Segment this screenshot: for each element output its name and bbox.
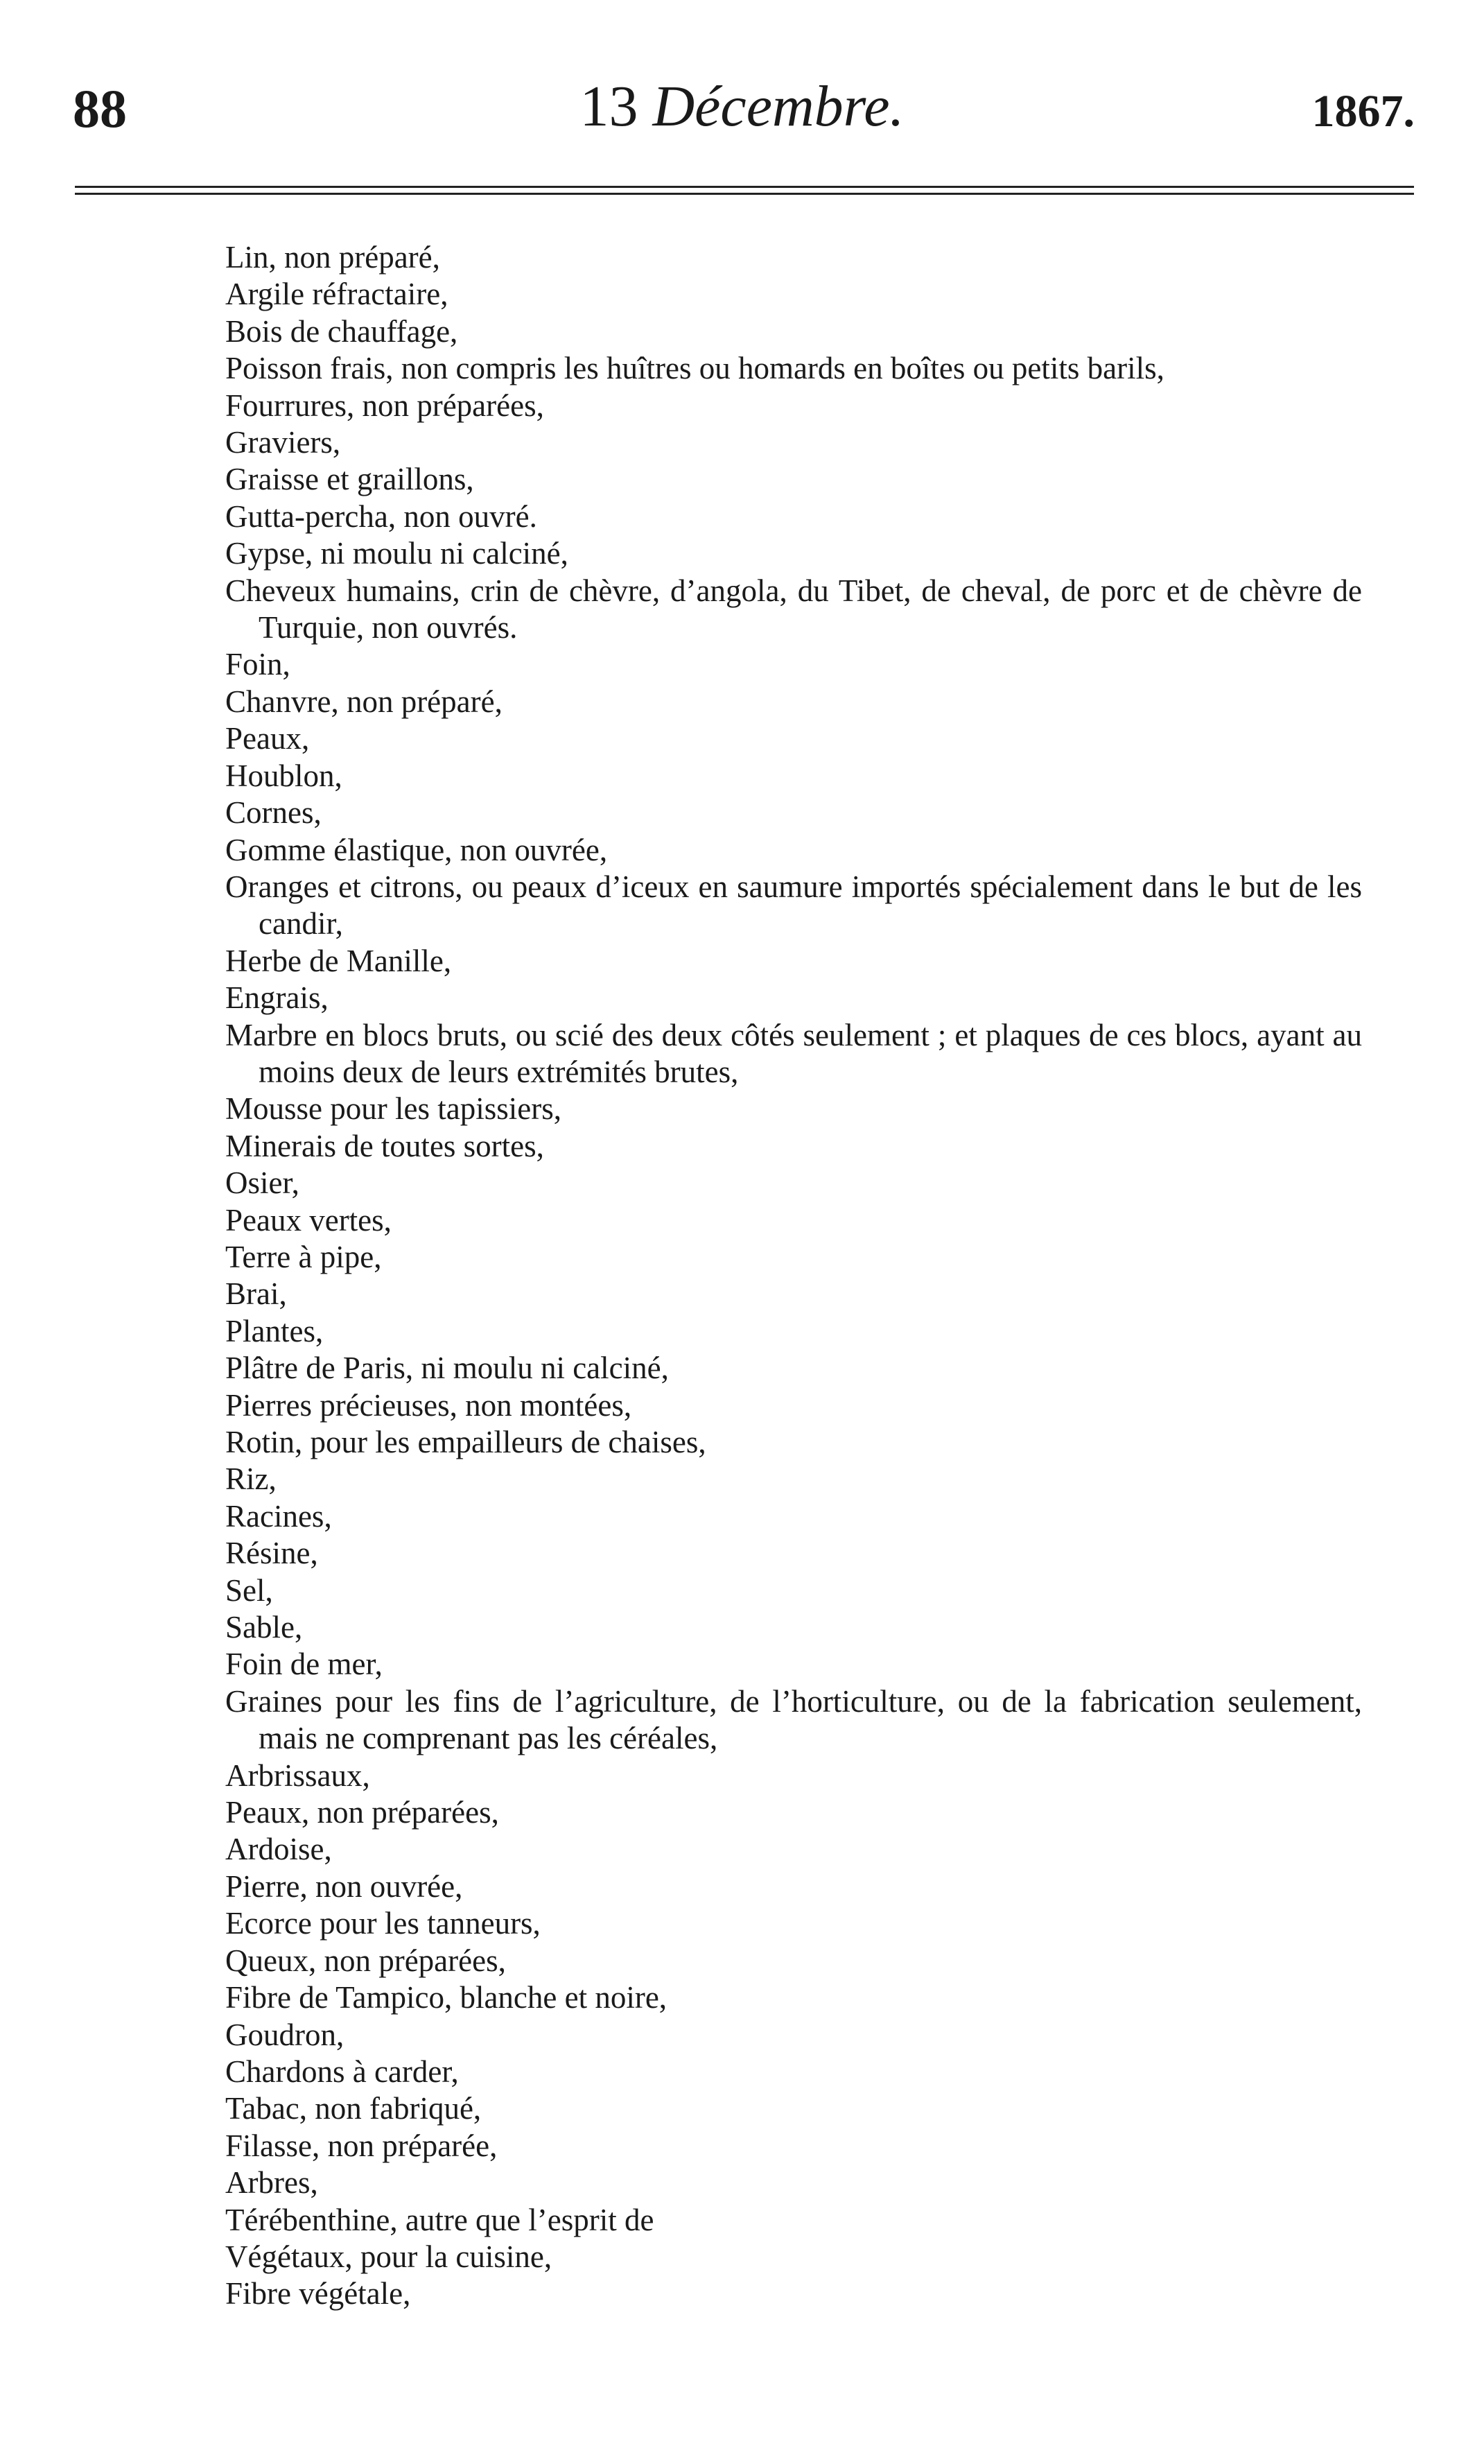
- list-item: Végétaux, pour la cuisine,: [225, 2239, 552, 2274]
- list-item: Fibre végétale,: [225, 2276, 411, 2311]
- list-item: Plantes,: [225, 1313, 324, 1348]
- list-item: Térébenthine, autre que l’esprit de: [225, 2202, 654, 2237]
- list-item: Graisse et graillons,: [225, 462, 474, 497]
- list-item: Résine,: [225, 1536, 318, 1571]
- list-item: Peaux, non préparées,: [225, 1795, 499, 1830]
- list-item: Arbres,: [225, 2165, 318, 2201]
- list-item: Gomme élastique, non ouvrée,: [225, 832, 608, 867]
- header-rule-top: [75, 186, 1414, 188]
- goods-list: [225, 239, 1362, 2313]
- list-item: Oranges et citrons, ou peaux d’iceux en saumure importés spécialement dans le but de les candir,: [225, 869, 1362, 942]
- list-item: Argile réfractaire,: [225, 277, 448, 312]
- page-number: 88: [73, 78, 127, 139]
- list-item: Herbe de Manille,: [225, 943, 452, 978]
- list-item: Sel,: [225, 1572, 273, 1608]
- list-item: Fourrures, non préparées,: [225, 388, 544, 423]
- list-item: Goudron,: [225, 2017, 344, 2052]
- list-item: Racines,: [225, 1498, 332, 1534]
- list-item: Ardoise,: [225, 1832, 332, 1867]
- list-item: Queux, non préparées,: [225, 1943, 506, 1978]
- header-rule-bottom: [75, 193, 1414, 195]
- list-item: Pierres précieuses, non montées,: [225, 1387, 632, 1423]
- date-month: Décembre.: [652, 74, 905, 139]
- list-item: Marbre en blocs bruts, ou scié des deux côtés seulement ; et plaques de ces blocs, ayant au moins deux de leurs extrémités brutes,: [225, 1017, 1362, 1089]
- list-item: Foin de mer,: [225, 1647, 383, 1682]
- date-day: 13: [579, 74, 638, 139]
- list-item: Gutta-percha, non ouvré.: [225, 498, 537, 534]
- list-item: Fibre de Tampico, blanche et noire,: [225, 1980, 667, 2015]
- list-item: Poisson frais, non compris les huîtres ou homards en boîtes ou petits barils,: [225, 351, 1164, 386]
- list-item: Lin, non préparé,: [225, 240, 440, 275]
- list-item: Mousse pour les tapissiers,: [225, 1091, 561, 1127]
- list-item: Sable,: [225, 1610, 303, 1645]
- list-item: Bois de chauffage,: [225, 313, 458, 349]
- list-item: Foin,: [225, 647, 290, 682]
- list-item: Gypse, ni moulu ni calciné,: [225, 536, 568, 571]
- list-item: Rotin, pour les empailleurs de chaises,: [225, 1425, 706, 1459]
- list-item: Riz,: [225, 1461, 277, 1497]
- list-item: Houblon,: [225, 758, 342, 793]
- list-item: Brai,: [225, 1276, 287, 1312]
- list-item: Filasse, non préparée,: [225, 2128, 498, 2163]
- list-item: Graines pour les fins de l’agriculture, de l’horticulture, ou de la fabrication seulement, mais ne comprenant pas les céréales,: [225, 1683, 1362, 1756]
- year: 1867.: [1311, 86, 1415, 137]
- list-item: Pierre, non ouvrée,: [225, 1868, 463, 1904]
- list-item: Terre à pipe,: [225, 1239, 382, 1274]
- list-item: Ecorce pour les tanneurs,: [225, 1906, 541, 1941]
- list-item: Osier,: [225, 1165, 299, 1201]
- list-item: Cornes,: [225, 795, 322, 831]
- list-item: Chardons à carder,: [225, 2054, 459, 2089]
- list-item: Tabac, non fabriqué,: [225, 2091, 482, 2126]
- list-item: Chanvre, non préparé,: [225, 684, 503, 719]
- list-item: Arbrissaux,: [225, 1758, 370, 1793]
- list-item: Peaux,: [225, 721, 310, 756]
- list-item: Engrais,: [225, 980, 329, 1016]
- running-title: [0, 74, 1484, 139]
- page-header: [0, 0, 1484, 194]
- list-item: Minerais de toutes sortes,: [225, 1128, 544, 1163]
- list-item: Cheveux humains, crin de chèvre, d’angola, du Tibet, de cheval, de porc et de chèvre de Turquie, non ouvrés.: [225, 573, 1362, 645]
- list-item: Graviers,: [225, 425, 341, 460]
- list-item: Peaux vertes,: [225, 1202, 392, 1238]
- list-item: Plâtre de Paris, ni moulu ni calciné,: [225, 1351, 669, 1386]
